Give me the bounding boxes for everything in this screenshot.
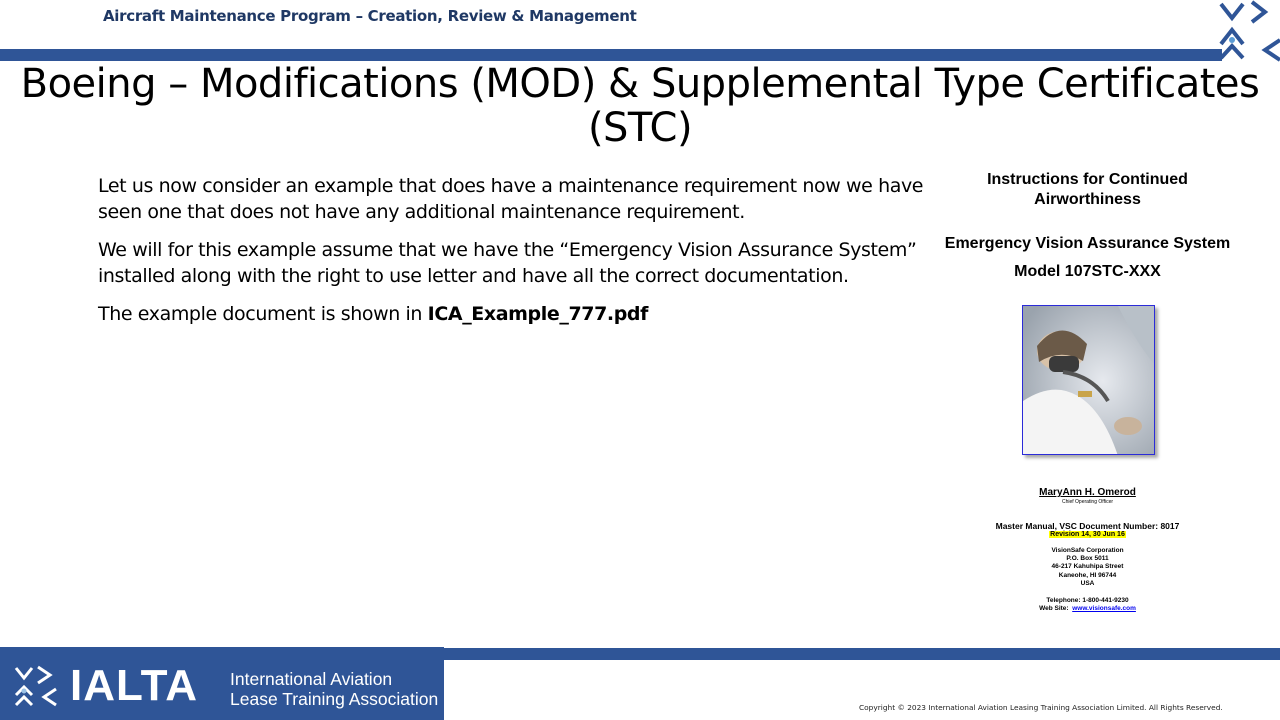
course-title: Aircraft Maintenance Program – Creation, Review & Management: [103, 7, 637, 25]
doc-website-link[interactable]: www.visionsafe.com: [1072, 605, 1136, 613]
top-divider-bar: [0, 49, 1222, 61]
doc-website-label: Web Site:: [1039, 605, 1069, 613]
doc-revision: [925, 531, 1250, 538]
copyright-notice: Copyright © 2023 International Aviation Leasing Training Association Limited. All Rights Reserved.: [859, 703, 1223, 712]
doc-address-line: P.O. Box 5011: [1066, 555, 1109, 563]
ialta-footer-logo: [0, 647, 444, 720]
ialta-chevron-logo-icon: [1218, 0, 1280, 62]
doc-contact: [925, 597, 1250, 613]
body-text: [98, 173, 928, 339]
paragraph-3-prefix: The example document is shown in: [98, 303, 428, 325]
doc-address-line: VisionSafe Corporation: [1051, 547, 1124, 554]
slide-title: Boeing – Modifications (MOD) & Supplemental Type Certificates (STC): [20, 61, 1260, 151]
doc-signer-role: Chief Operating Officer: [1061, 499, 1114, 505]
ialta-brand: IALTA: [70, 661, 198, 710]
brand-line-2: Lease Training Association: [230, 689, 439, 709]
doc-signer-name: MaryAnn H. Omerod: [1039, 487, 1136, 498]
doc-heading-line-2: Airworthiness: [1034, 191, 1141, 208]
doc-telephone: Telephone: 1-800-441-9230: [1046, 597, 1129, 604]
ica-document-preview: [925, 168, 1250, 618]
brand-line-1: International Aviation: [230, 669, 393, 689]
paragraph-1: Let us now consider an example that does have a maintenance requirement now we have seen one that does not have any additional maintenance requirement.: [98, 175, 924, 223]
doc-system-name: Emergency Vision Assurance System: [944, 235, 1231, 252]
paragraph-2: We will for this example assume that we have the “Emergency Vision Assurance System” installed along with the right to use letter and have all the correct documentation.: [98, 239, 917, 287]
doc-model: Model 107STC-XXX: [1014, 263, 1161, 280]
doc-website: [925, 605, 1250, 613]
doc-master-manual: Master Manual, VSC Document Number: 8017: [995, 521, 1180, 531]
paragraph-3: [98, 301, 928, 327]
example-file-name: ICA_Example_777.pdf: [427, 303, 648, 325]
ialta-chevron-mark-icon: [14, 665, 58, 707]
doc-revision-highlight: Revision 14, 30 Jun 16: [1050, 531, 1125, 538]
doc-address-line: Kaneohe, HI 96744: [1058, 571, 1117, 579]
doc-address-line: USA: [1080, 579, 1095, 587]
doc-heading-line-1: Instructions for Continued: [987, 171, 1188, 188]
pilot-with-mask-photo: [1022, 305, 1155, 455]
doc-address-line: 46-217 Kahuhipa Street: [1051, 563, 1124, 571]
doc-address: [925, 547, 1250, 588]
footer-divider-bar: [440, 648, 1280, 660]
ialta-brand-tagline: [230, 669, 438, 709]
doc-heading: [925, 170, 1250, 210]
